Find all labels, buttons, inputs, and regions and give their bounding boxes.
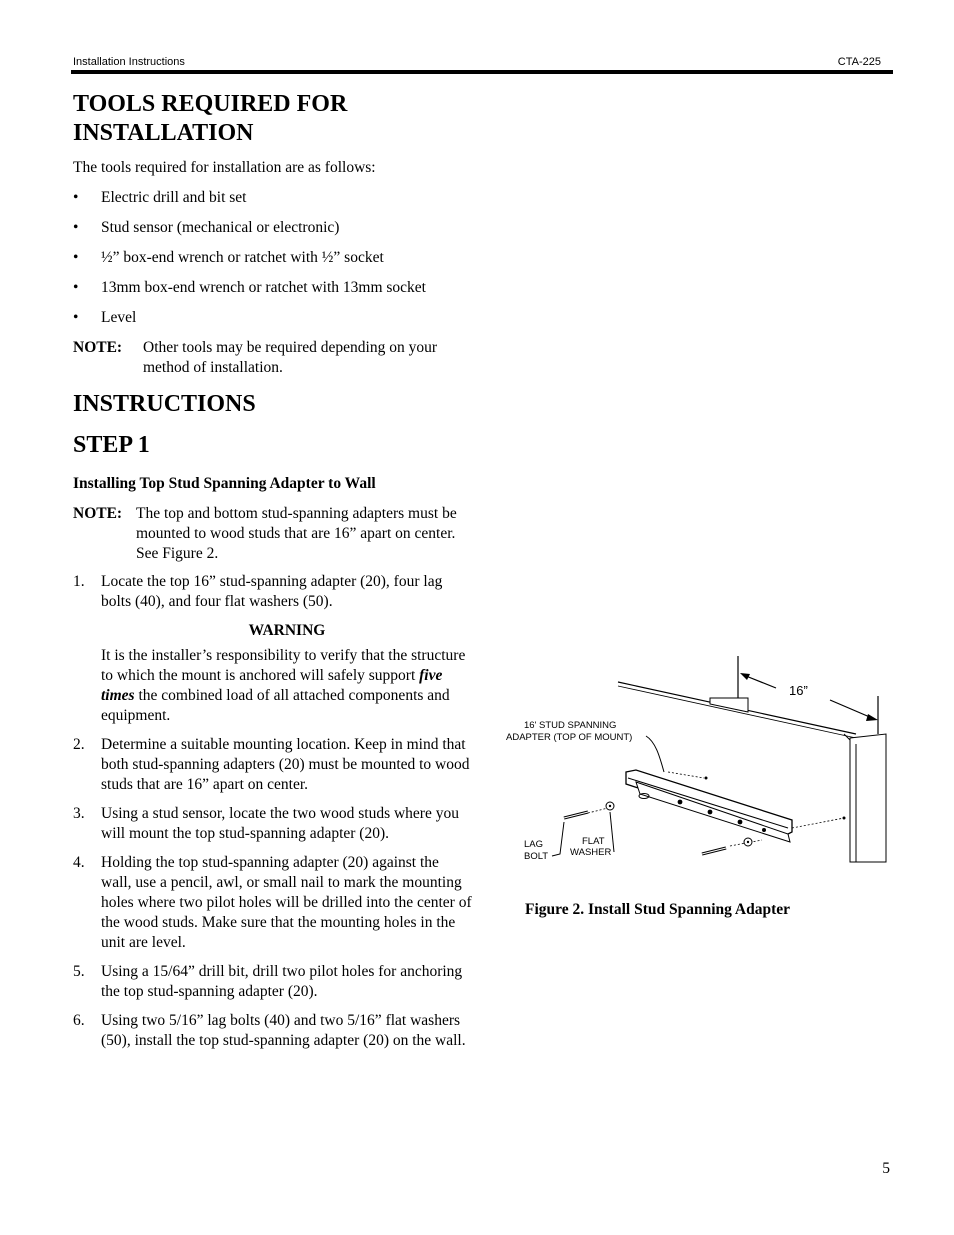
- step-item: 1. Locate the top 16” stud-spanning adapter (20), four lag bolts (40), and four flat washers (50).: [73, 573, 443, 610]
- running-header-title: Installation Instructions: [73, 56, 185, 68]
- warning-text: It is the installer’s responsibility to verify that the structure to which the mount is anchored will safely support five times the combined load of all attached components and equipment.: [101, 647, 466, 724]
- header-rule: [71, 70, 893, 74]
- list-item: • Level: [73, 309, 137, 326]
- tools-list: [73, 188, 473, 328]
- list-item: • Electric drill and bit set: [73, 189, 247, 206]
- note-text: Other tools may be required depending on your method of installation.: [143, 339, 437, 376]
- mounting-hole: [678, 800, 683, 805]
- running-header-model: CTA-225: [837, 56, 881, 68]
- warning-box: [73, 621, 473, 726]
- lag-bolt-icon: [702, 848, 726, 854]
- dimension-label: 16”: [789, 683, 808, 698]
- tools-note: [73, 338, 473, 378]
- tools-heading: TOOLS REQUIRED FOR INSTALLATION: [73, 91, 348, 146]
- lag-bolt-label: BOLT: [524, 851, 549, 862]
- step-item: 3. Using a stud sensor, locate the two wood studs where you will mount the top stud-spanning adapter (20).: [73, 805, 459, 842]
- step-item: 2. Determine a suitable mounting location. Keep in mind that both stud-spanning adapters (20) must be mounted to wood studs that are 16” apart on center.: [73, 736, 470, 793]
- adapter-label: 16' STUD SPANNING: [524, 720, 617, 731]
- step-item: 5. Using a 15/64” drill bit, drill two pilot holes for anchoring the top stud-spanning adapter (20).: [73, 963, 463, 1000]
- wall-edge-line: [618, 686, 856, 738]
- figure-stud-spanning-adapter: [500, 650, 892, 870]
- washer-label: WASHER: [570, 847, 612, 858]
- list-item: • Stud sensor (mechanical or electronic): [73, 219, 340, 236]
- note-text: The top and bottom stud-spanning adapters must be mounted to wood studs that are 16” apart on center. See Figure 2.: [136, 505, 457, 562]
- list-item: • 13mm box-end wrench or ratchet with 13mm socket: [73, 279, 426, 296]
- figure-caption: Figure 2. Install Stud Spanning Adapter: [525, 901, 791, 918]
- step-item: 6. Using two 5/16” lag bolts (40) and two 5/16” flat washers (50), install the top stud-spanning adapter (20) on the wall.: [73, 1012, 466, 1049]
- bullet-icon: •: [73, 219, 79, 236]
- text-column: [73, 90, 473, 1060]
- warning-title: WARNING: [248, 622, 326, 639]
- instructions-heading: INSTRUCTIONS: [73, 391, 256, 417]
- list-item: • ½” box-end wrench or ratchet with ½” socket: [73, 249, 384, 266]
- bullet-icon: •: [73, 189, 79, 206]
- note-label: NOTE:: [73, 505, 123, 522]
- leader-line: [610, 812, 614, 852]
- steps-list-continued: [73, 735, 473, 1051]
- leader-line: [552, 822, 564, 856]
- right-stud: [850, 734, 886, 862]
- mounting-hole: [762, 828, 766, 832]
- step-subheading: Installing Top Stud Spanning Adapter to Wall: [73, 475, 376, 492]
- bullet-icon: •: [73, 249, 79, 266]
- lag-bolt-icon: [564, 812, 588, 818]
- step-heading: STEP 1: [73, 432, 150, 458]
- step-item: 4. Holding the top stud-spanning adapter (20) against the wall, use a pencil, awl, or small nail to mark the mounting holes where two pilot holes will be drilled into the center of the wood studs. Make sure that the mounting holes in the unit are level.: [73, 854, 472, 951]
- dimension-arrow: [746, 676, 776, 688]
- tools-intro: The tools required for installation are as follows:: [73, 159, 376, 176]
- lag-bolt-label: LAG: [524, 839, 544, 850]
- dimension-arrow: [830, 700, 872, 718]
- adapter-label: ADAPTER (TOP OF MOUNT): [506, 732, 633, 743]
- washer-label: FLAT: [582, 836, 605, 847]
- bullet-icon: •: [73, 279, 79, 296]
- note-label: NOTE:: [73, 339, 123, 356]
- page-number: 5: [882, 1160, 890, 1177]
- mounting-hole: [738, 820, 743, 825]
- arrowhead-icon: [740, 673, 750, 680]
- bullet-icon: •: [73, 309, 79, 326]
- leader-line: [646, 736, 664, 772]
- steps-list: [73, 572, 473, 612]
- step-note: [73, 504, 473, 564]
- arrowhead-icon: [866, 714, 878, 721]
- warning-emphasis: five times: [101, 667, 443, 704]
- mounting-hole: [708, 810, 713, 815]
